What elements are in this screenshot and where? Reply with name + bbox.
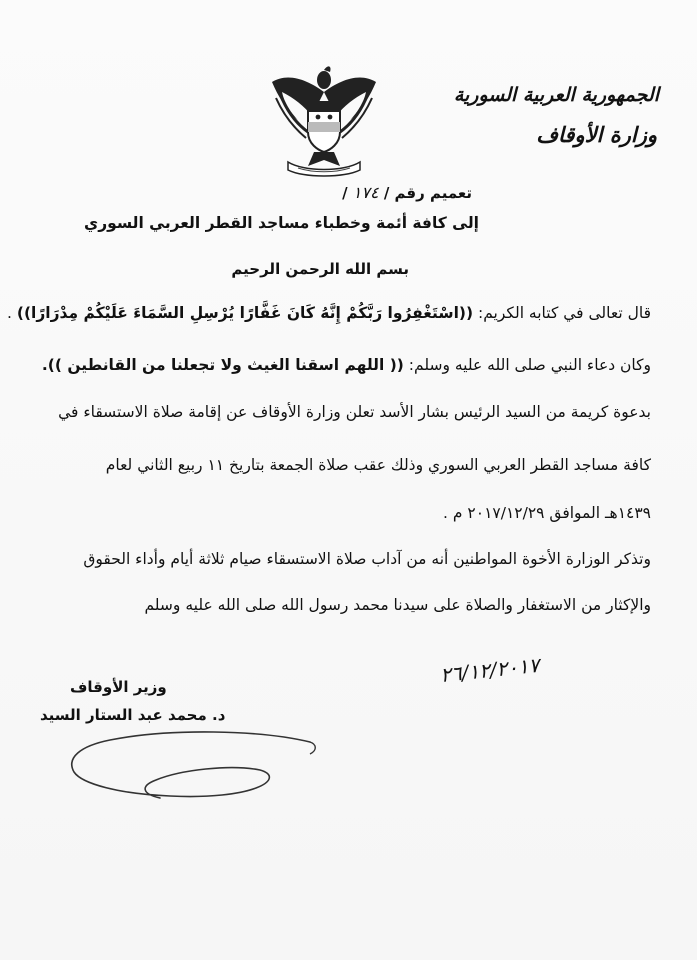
paragraph-prophet-prayer (42, 356, 651, 374)
basmala: بسم الله الرحمن الرحيم (231, 260, 409, 278)
syrian-eagle-emblem-icon (268, 62, 380, 178)
paragraph-announcement-line-1: بدعوة كريمة من السيد الرئيس بشار الأسد تعلن وزارة الأوقاف عن إقامة صلاة الاستسقاء في (58, 403, 651, 421)
minister-title: وزير الأوقاف (70, 678, 167, 696)
prayer-quote: (( اللهم اسقنا الغيث ولا تجعلنا من القانطين )). (41, 356, 404, 374)
circular-label: تعميم رقم / (383, 184, 472, 202)
circular-number-value: ١٧٤ (352, 183, 379, 202)
circular-number (342, 183, 472, 202)
verse-intro: قال تعالى في كتابه الكريم: (473, 304, 651, 322)
republic-heading: الجمهورية العربية السورية (453, 84, 659, 106)
paragraph-quran-verse (7, 304, 651, 322)
circular-suffix: / (342, 184, 348, 202)
paragraph-reminder-line-1: وتذكر الوزارة الأخوة المواطنين أنه من آداب صلاة الاستسقاء صيام ثلاثة أيام وأداء الحقوق (83, 550, 651, 568)
verse-end: . (7, 304, 17, 322)
paragraph-announcement-line-3: ١٤٣٩هـ الموافق ٢٠١٧/١٢/٢٩ م . (443, 504, 651, 522)
verse-quote: ((اسْتَغْفِرُوا رَبَّكُمْ إِنَّهُ كَانَ غَفَّارًا يُرْسِلِ السَّمَاءَ عَلَيْكُمْ مِدْرَارًا)) (16, 304, 474, 322)
paragraph-announcement-line-2: كافة مساجد القطر العربي السوري وذلك عقب صلاة الجمعة بتاريخ ١١ ربيع الثاني لعام (105, 456, 651, 474)
signature-icon (60, 724, 330, 814)
handwritten-date: ٢٦/١٢/٢٠١٧ (439, 652, 541, 688)
paragraph-reminder-line-2: والإكثار من الاستغفار والصلاة على سيدنا محمد رسول الله صلى الله عليه وسلم (144, 596, 651, 614)
ministry-heading: وزارة الأوقاف (536, 122, 657, 147)
prayer-intro: وكان دعاء النبي صلى الله عليه وسلم: (403, 356, 651, 374)
recipient-line: إلى كافة أئمة وخطباء مساجد القطر العربي السوري (84, 214, 479, 232)
minister-name: د. محمد عبد الستار السيد (40, 706, 226, 724)
